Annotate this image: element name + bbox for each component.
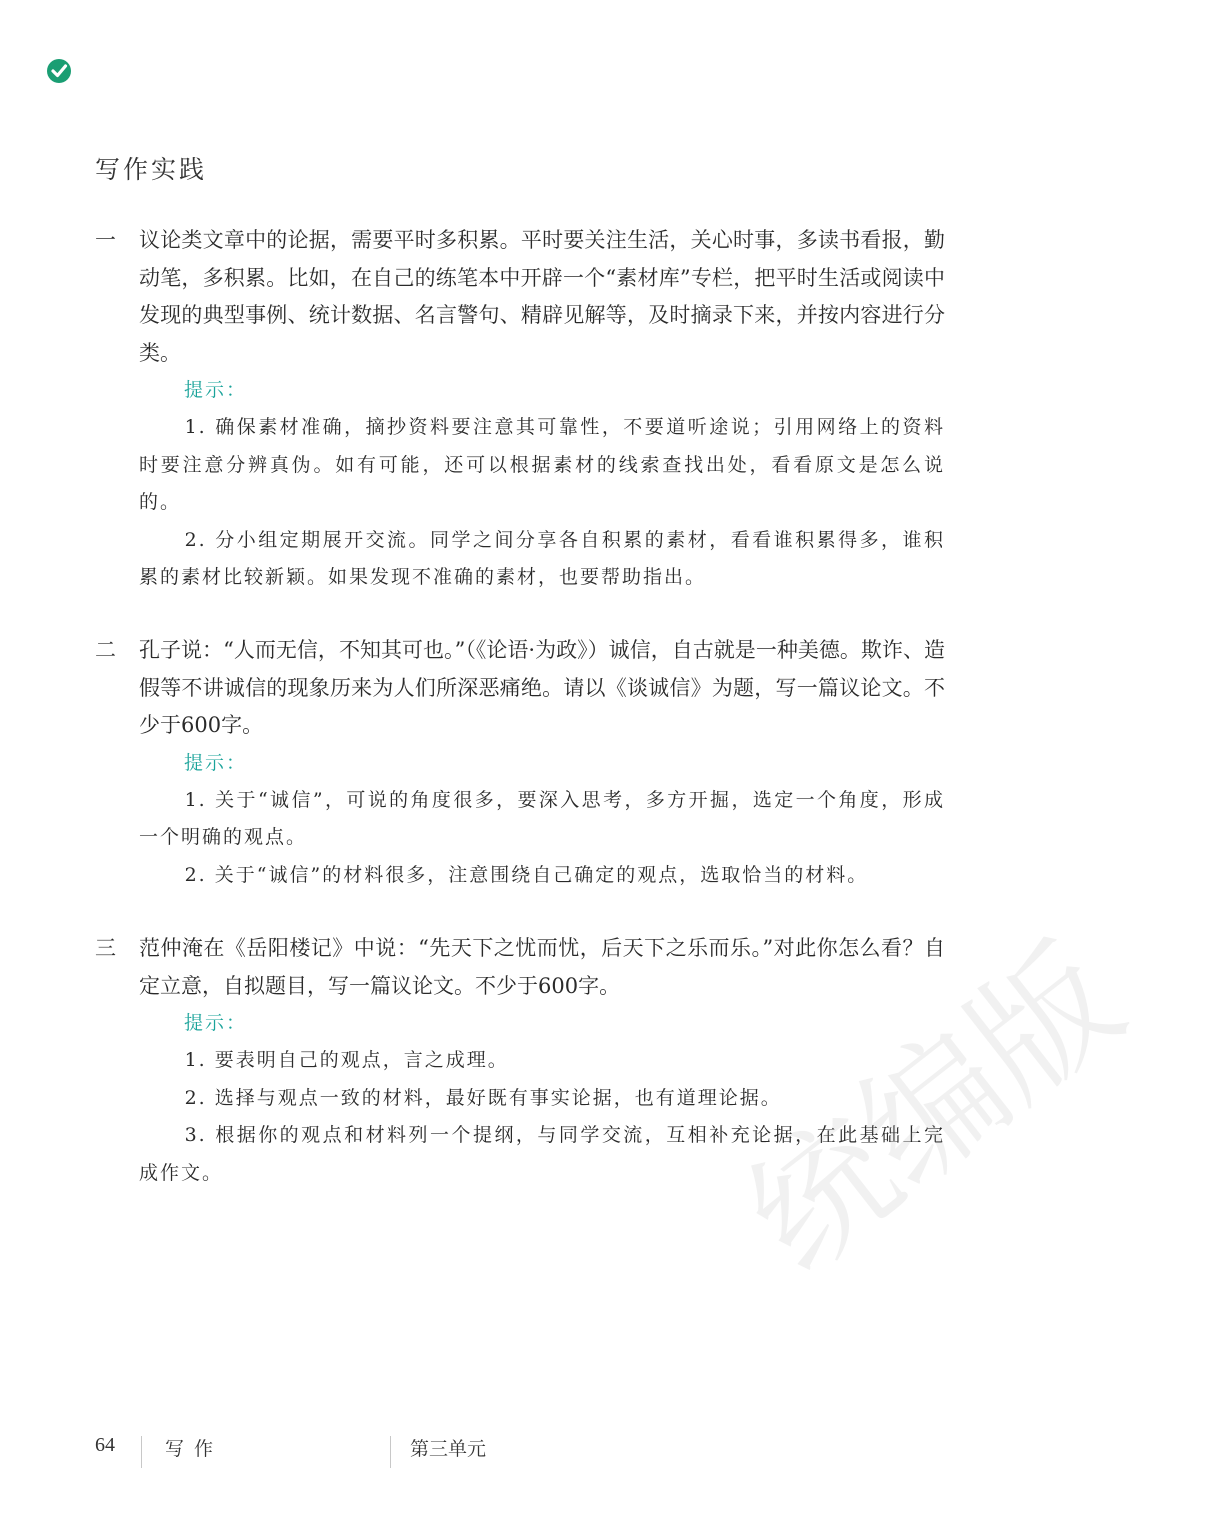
section-title: 写作实践 [95,155,208,184]
item-text: 孔子说：“人而无信，不知其可也。”（《论语·为政》）诚信，自古就是一种美德。欺诈、造假等不讲诚信的现象历来为人们所深恶痛绝。请以《谈诚信》为题，写一篇议论文。不少于600字。 [139,638,945,737]
exercise-item-1 [95,222,945,597]
hint-label: 提示： [184,379,248,401]
item-number: 一 [95,228,116,252]
hint-item: 1. 确保素材准确，摘抄资料要注意其可靠性，不要道听途说；引用网络上的资料时要注意分辨真伪。如有可能，还可以根据素材的线索查找出处，看看原文是怎么说的。 [139,416,945,513]
hint-item: 2. 选择与观点一致的材料，最好既有事实论据，也有道理论据。 [184,1086,782,1109]
item-number: 二 [95,638,116,662]
hint-item: 2. 分小组定期展开交流。同学之间分享各自积累的素材，看看谁积累得多，谁积累的素材比较新颖。如果发现不准确的素材，也要帮助指出。 [139,528,945,588]
page-number: 64 [95,1434,115,1456]
logo-icon [46,58,72,84]
exercise-item-3 [95,930,945,1192]
hint-item: 1. 关于“诚信”，可说的角度很多，要深入思考，多方开掘，选定一个角度，形成一个明确的观点。 [139,788,945,848]
hint-label: 提示： [184,751,248,774]
hint-item: 1. 要表明自己的观点，言之成理。 [184,1049,509,1071]
footer-divider [141,1436,142,1468]
footer-section: 写作 [165,1438,224,1460]
exercise-item-2 [95,632,945,894]
footer-unit: 第三单元 [410,1438,487,1460]
item-text: 议论类文章中的论据，需要平时多积累。平时要关注生活，关心时事，多读书看报，勤动笔，多积累。比如，在自己的练笔本中开辟一个“素材库”专栏，把平时生活或阅读中发现的典型事例、统计数据、名言警句、精辟见解等，及时摘录下来，并按内容进行分类。 [139,228,945,365]
hint-item: 2. 关于“诚信”的材料很多，注意围绕自己确定的观点，选取恰当的材料。 [184,863,869,886]
item-text: 范仲淹在《岳阳楼记》中说：“先天下之忧而忧，后天下之乐而乐。”对此你怎么看？自定立意，自拟题目，写一篇议论文。不少于600字。 [139,936,945,998]
hint-item: 3. 根据你的观点和材料列一个提纲，与同学交流，互相补充论据，在此基础上完成作文。 [139,1124,945,1184]
footer-divider [390,1436,391,1468]
hint-label: 提示： [184,1012,248,1034]
watermark: 统编版 [719,915,1151,1303]
item-number: 三 [95,936,116,960]
